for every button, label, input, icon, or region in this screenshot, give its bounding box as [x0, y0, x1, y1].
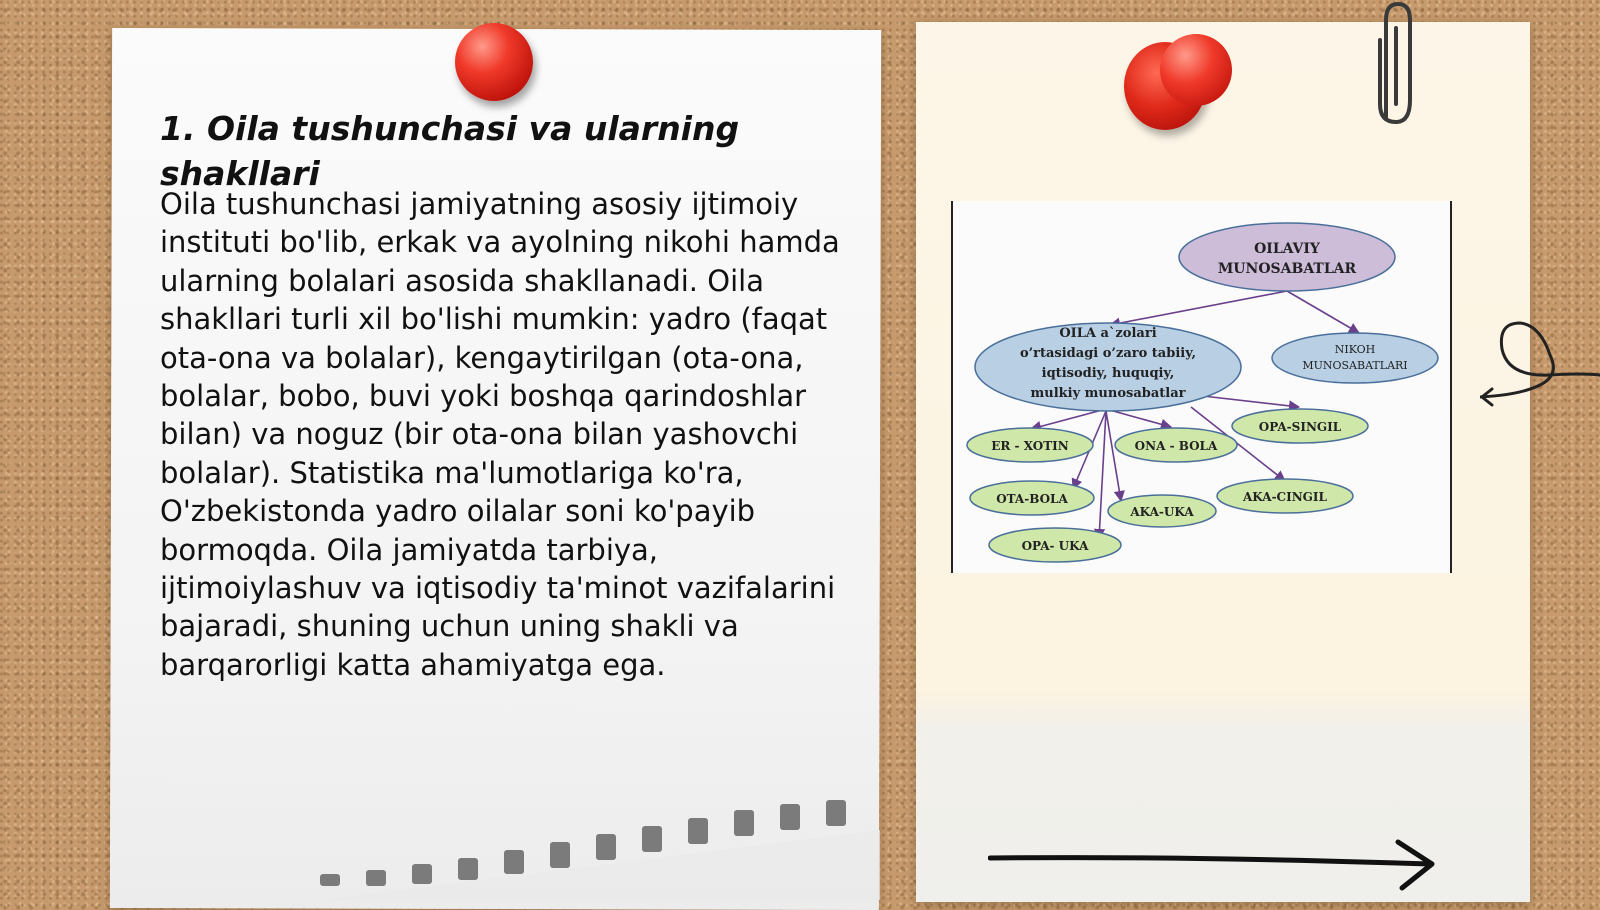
members-label-line-2: o’rtasidagi o’zaro tabiiy,: [1019, 346, 1197, 361]
members-label-line-3: iqtisodiy, huquqiy,: [1041, 366, 1175, 381]
members-label-line-4: mulkiy munosabatlar: [1030, 386, 1186, 401]
marriage-node: [1272, 333, 1438, 383]
right-arrow-icon: [988, 838, 1448, 898]
marriage-label-line-1: NIKOH: [1334, 343, 1376, 356]
page-title: 1. Oila tushunchasi va ularning shakllari: [160, 109, 740, 193]
push-pin-icon: [1160, 34, 1232, 106]
paperclip-icon: [1374, 0, 1418, 130]
members-label-line-1: OILA a`zolari: [1059, 326, 1157, 341]
leaf-label: OPA- UKA: [1021, 539, 1089, 553]
notebook-holes: [320, 800, 880, 900]
leaf-label: OTA-BOLA: [996, 492, 1068, 506]
push-pin-icon: [455, 23, 533, 101]
leaf-er-xotin: [967, 428, 1093, 462]
leaf-label: ONA - BOLA: [1134, 439, 1218, 453]
leaf-aka-cingil: [1217, 479, 1353, 513]
root-label-line-2: MUNOSABATLAR: [1217, 261, 1357, 277]
swirl-arrow-icon: [1480, 305, 1600, 415]
root-label-line-1: OILAVIY: [1254, 241, 1320, 257]
leaf-aka-uka: [1108, 495, 1216, 527]
leaf-opa-uka: [989, 528, 1121, 562]
diagram-svg: [953, 201, 1450, 573]
leaf-label: OPA-SINGIL: [1258, 420, 1342, 434]
leaf-label: ER - XOTIN: [991, 439, 1069, 453]
marriage-label-line-2: MUNOSABATLARI: [1302, 359, 1408, 372]
leaf-opa-singil: [1232, 409, 1368, 443]
leaf-ota-bola: [970, 481, 1094, 515]
root-node: [1179, 223, 1395, 291]
body-paragraph: Oila tushunchasi jamiyatning asosiy ijtimoiy instituti bo'lib, erkak va ayolning nikohi hamda ularning bolalari asosida shakllanadi. Oila shakllari turli xil bo'lishi mumkin: yadro (faqat ota-ona va bolalar), kengaytirilgan (ota-ona, bolalar, bobo, buvi yoki boshqa qarindoshlar bilan) va noguz (bir ota-ona bilan yashovchi bolalar). Statistika ma'lumotlariga ko'ra, O'zbekistonda yadro oilalar soni ko'payib bormoqda. Oila jamiyatda tarbiya, ijtimoiylashuv va iqtisodiy ta'minot vazifalarini bajaradi, shuning uchun uning shakli va barqarorligi katta ahamiyatga ega.: [160, 187, 840, 682]
leaf-ona-bola: [1115, 428, 1237, 462]
members-node: [975, 323, 1241, 411]
family-relations-diagram: [951, 201, 1452, 573]
leaf-label: AKA-UKA: [1130, 505, 1194, 519]
leaf-label: AKA-CINGIL: [1243, 490, 1327, 504]
